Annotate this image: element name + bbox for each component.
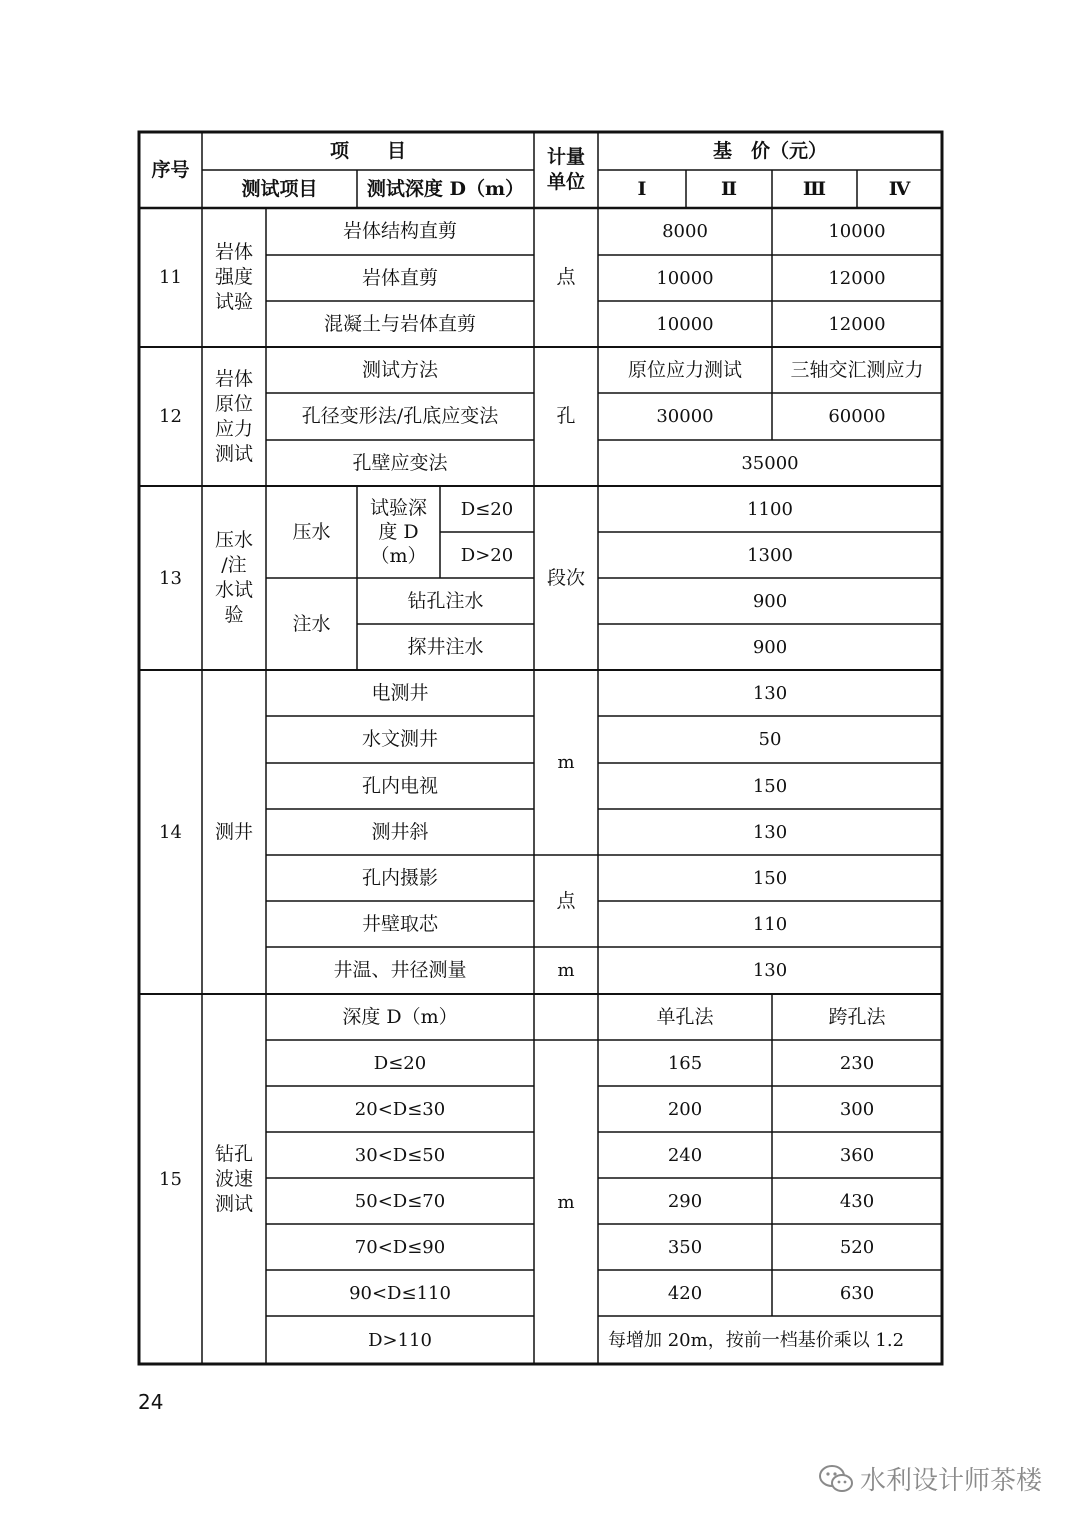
- row-12-category: 岩体 原位 应力 测试: [214, 367, 253, 465]
- row-13-depth-label: 试验深 度 D （m）: [369, 497, 427, 567]
- header-grade-2: Ⅱ: [720, 177, 737, 200]
- row-12-number: 12: [159, 406, 182, 427]
- row-13-price-4: 900: [752, 636, 788, 658]
- row-15-price-1b: 230: [839, 1052, 875, 1074]
- row-14-item-3: 孔内电视: [361, 774, 438, 797]
- row-14-price-2: 50: [758, 729, 782, 750]
- row-14-price-3: 150: [752, 775, 788, 797]
- row-14-item-1: 电测井: [371, 681, 429, 704]
- row-12-unit: 孔: [556, 405, 576, 427]
- row-11-item-3: 混凝土与岩体直剪: [323, 312, 476, 335]
- row-14-unit-point: 点: [556, 889, 576, 912]
- row-13-press: 压水: [292, 520, 331, 543]
- row-14-item-5: 孔内摄影: [361, 866, 438, 889]
- row-15-depth-4: 50<D≤70: [354, 1190, 446, 1212]
- header-grade-3: Ⅲ: [802, 177, 827, 200]
- row-13-price-3: 900: [752, 590, 788, 612]
- row-13-price-1: 1100: [747, 498, 793, 520]
- row-14-unit-m: m: [557, 752, 575, 773]
- row-13-number: 13: [159, 567, 182, 589]
- row-11-price-2b: 12000: [828, 267, 886, 289]
- row-11-category: 岩体 强度 试验: [214, 241, 253, 313]
- row-15-note: 每增加 20m，按前一档基价乘以 1.2: [608, 1329, 905, 1351]
- row-12-method-2: 三轴交汇测应力: [790, 358, 924, 381]
- row-11-item-2: 岩体直剪: [361, 266, 438, 289]
- watermark: [818, 1460, 1042, 1497]
- row-15-price-4a: 290: [667, 1190, 703, 1212]
- row-13-depth-1: D≤20: [460, 498, 514, 520]
- row-11-unit: 点: [556, 266, 576, 288]
- row-11-price-3b: 12000: [828, 313, 886, 335]
- row-11-price-2a: 10000: [656, 267, 714, 289]
- row-11-price-1a: 8000: [662, 221, 708, 242]
- row-12-method-1: 原位应力测试: [627, 358, 742, 381]
- row-15-method-1: 单孔法: [656, 1005, 714, 1028]
- row-15-depth-2: 20<D≤30: [354, 1098, 446, 1120]
- row-15-number: 15: [159, 1168, 182, 1190]
- row-15-depth-label: 深度 D（m）: [342, 1005, 458, 1028]
- row-15-price-5a: 350: [667, 1236, 703, 1258]
- row-15-method-2: 跨孔法: [828, 1005, 886, 1028]
- row-13-inject-2: 探井注水: [407, 635, 484, 658]
- row-15-unit: m: [557, 1191, 575, 1213]
- row-15-depth-1: D≤20: [373, 1052, 427, 1074]
- row-15-price-6a: 420: [667, 1282, 703, 1304]
- row-15-price-5b: 520: [839, 1236, 875, 1258]
- row-13-price-2: 1300: [747, 544, 793, 566]
- header-grade-4: Ⅳ: [888, 177, 911, 200]
- row-11-number: 11: [159, 267, 182, 288]
- row-15-depth-3: 30<D≤50: [354, 1144, 446, 1166]
- row-14-price-4: 130: [752, 821, 788, 843]
- row-15-price-4b: 430: [839, 1190, 875, 1212]
- row-13-inject: 注水: [292, 612, 331, 635]
- row-14-item-2: 水文测井: [361, 728, 438, 750]
- row-14-price-5: 150: [752, 867, 788, 889]
- row-12-price-1b: 60000: [828, 406, 886, 427]
- row-13-unit: 段次: [546, 566, 585, 589]
- row-15-depth-last: D>110: [368, 1329, 432, 1351]
- row-14-item-4: 测井斜: [371, 820, 429, 843]
- row-12-item-2: 孔壁应变法: [352, 451, 448, 474]
- row-12-method-label: 测试方法: [361, 358, 438, 381]
- row-15-depth-5: 70<D≤90: [354, 1236, 446, 1258]
- row-12-price-1a: 30000: [656, 406, 714, 427]
- row-11-price-1b: 10000: [828, 221, 886, 242]
- row-14-item-6: 井壁取芯: [361, 912, 438, 935]
- header-unit: 计量 单位: [546, 146, 585, 193]
- header-item: 项 目: [329, 139, 406, 162]
- row-14-category: 测井: [214, 820, 253, 843]
- header-grade-1: Ⅰ: [637, 177, 647, 200]
- row-15-category: 钻孔 波速 测试: [214, 1142, 253, 1215]
- row-15-price-2b: 300: [839, 1098, 875, 1120]
- header-test-depth: 测试深度 D（m）: [366, 177, 525, 200]
- row-13-inject-1: 钻孔注水: [407, 589, 484, 612]
- row-15-price-1a: 165: [667, 1052, 703, 1074]
- row-13-category: 压水 /注 水试 验: [214, 529, 253, 626]
- row-15-depth-6: 90<D≤110: [349, 1282, 451, 1304]
- header-seq: 序号: [151, 158, 190, 181]
- row-14-price-6: 110: [752, 913, 788, 935]
- row-15-price-3a: 240: [667, 1144, 703, 1166]
- row-14-item-7: 井温、井径测量: [333, 959, 467, 981]
- row-15-price-6b: 630: [839, 1282, 875, 1304]
- row-13-depth-2: D>20: [460, 544, 514, 566]
- watermark-text: 水利设计师茶楼: [860, 1466, 1043, 1496]
- row-14-price-7: 130: [752, 960, 788, 981]
- page-number: 24: [138, 1390, 164, 1414]
- row-14-unit-m2: m: [557, 960, 575, 981]
- row-14-number: 14: [159, 821, 182, 843]
- row-12-item-1: 孔径变形法/孔底应变法: [301, 405, 499, 427]
- row-11-price-3a: 10000: [656, 313, 714, 335]
- row-15-price-3b: 360: [839, 1144, 875, 1166]
- row-12-price-2: 35000: [741, 452, 799, 474]
- row-14-price-1: 130: [752, 682, 788, 704]
- row-11-item-1: 岩体结构直剪: [342, 220, 457, 242]
- wechat-icon: [818, 1464, 854, 1494]
- header-price: 基 价（元）: [712, 139, 827, 162]
- row-15-price-2a: 200: [667, 1098, 703, 1120]
- header-test-item: 测试项目: [241, 177, 318, 200]
